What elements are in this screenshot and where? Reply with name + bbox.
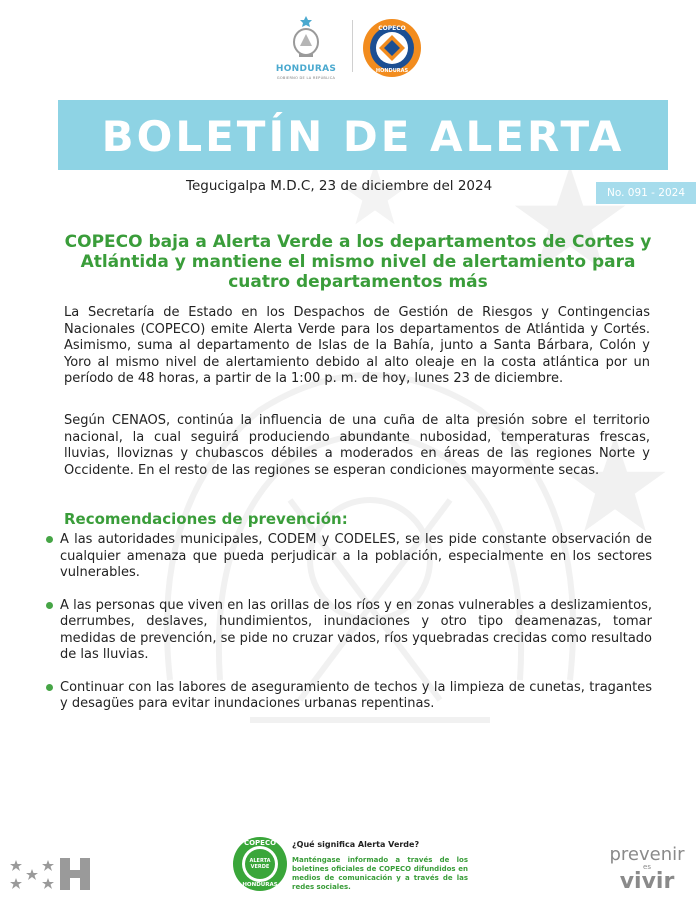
bulletin-banner	[58, 100, 668, 170]
recommendations-list	[46, 532, 652, 729]
recommendation-item	[46, 532, 652, 582]
seal-bottom-text: HONDURAS	[242, 882, 278, 888]
honduras-wordmark: HONDURAS	[275, 64, 337, 74]
seal-middle-text: ALERTA VERDE	[249, 858, 271, 870]
body-paragraph-2: Según CENAOS, continúa la influencia de una cuña de alta presión sobre el territorio nacional, la cual seguirá produciendo abundante nubosidad, temperaturas frescas, lluvias, lloviznas y chubascos débiles a moderados en áreas de las regiones Norte y Occidente. En el resto de las regiones se esperan condiciones mayormente secas.	[64, 413, 650, 478]
bullet-icon	[46, 602, 53, 609]
bulletin-title: BOLETÍN DE ALERTA	[101, 112, 625, 161]
prevenir-es-vivir-logo	[600, 846, 694, 893]
alerta-verde-seal	[232, 836, 288, 892]
bullet-icon	[46, 684, 53, 691]
body-paragraph-1: La Secretaría de Estado en los Despachos de Gestión de Riesgos y Contingencias Nacionales (COPECO) emite Alerta Verde para los departamentos de Atlántida y Cortés. Asimismo, suma al departamento de Islas de la Bahía, junto a Santa Bárbara, Colón y Yoro al mismo nivel de alertamiento debido al alto oleaje en la costa atlántica por un período de 48 horas, a partir de la 1:00 p. m. de hoy, lunes 23 de diciembre.	[64, 305, 650, 386]
recommendation-item	[46, 680, 652, 713]
recommendation-text: A las personas que viven en las orillas de los ríos y en zonas vulnerables a deslizamientos, derrumbes, deslaves, hundimientos, inundaciones y otro tipo deamenazas, tomar medidas de prevención, se pide no cruzar vados, ríos yquebradas crecidas como resultado de las lluvias.	[60, 597, 652, 662]
slogan-word-2: es	[643, 863, 651, 871]
logo-divider	[352, 20, 353, 72]
footer-question: ¿Qué significa Alerta Verde?	[292, 840, 420, 849]
footer-message: Manténgase informado a través de los boletines oficiales de COPECO difundidos en medios de comunicación y a través de las redes sociales.	[292, 856, 468, 891]
honduras-government-logo	[266, 12, 346, 82]
footer-stars-icon	[8, 858, 58, 892]
copeco-logo	[362, 18, 422, 78]
slogan-word-3: vivir	[619, 869, 675, 894]
honduras-coat-of-arms-icon	[290, 14, 322, 60]
svg-text:COPECO: COPECO	[378, 25, 406, 32]
recommendations-title: Recomendaciones de prevención:	[64, 510, 348, 528]
seal-top-text: COPECO	[243, 839, 277, 847]
bullet-icon	[46, 536, 53, 543]
watermark-star-icon	[340, 160, 410, 230]
slogan-word-1: prevenir	[609, 844, 685, 865]
svg-text:HONDURAS: HONDURAS	[375, 68, 409, 74]
footer-h-logo-icon	[58, 856, 92, 892]
dateline: Tegucigalpa M.D.C, 23 de diciembre del 2024	[186, 178, 493, 194]
headline: COPECO baja a Alerta Verde a los departamentos de Cortes y Atlántida y mantiene el mismo nivel de alertamiento para cuatro departamentos más	[64, 232, 652, 292]
recommendation-item	[46, 598, 652, 664]
recommendation-text: A las autoridades municipales, CODEM y CODELES, se les pide constante observación de cualquier amenaza que pueda perjudicar a la población, especialmente en los sectores vulnerables.	[60, 532, 652, 580]
bulletin-number-badge: No. 091 - 2024	[596, 182, 696, 204]
government-subtitle: GOBIERNO DE LA REPÚBLICA	[276, 76, 336, 80]
recommendation-text: Continuar con las labores de aseguramiento de techos y la limpieza de cunetas, tragantes y desagües para evitar inundaciones urbanas repentinas.	[60, 679, 652, 711]
